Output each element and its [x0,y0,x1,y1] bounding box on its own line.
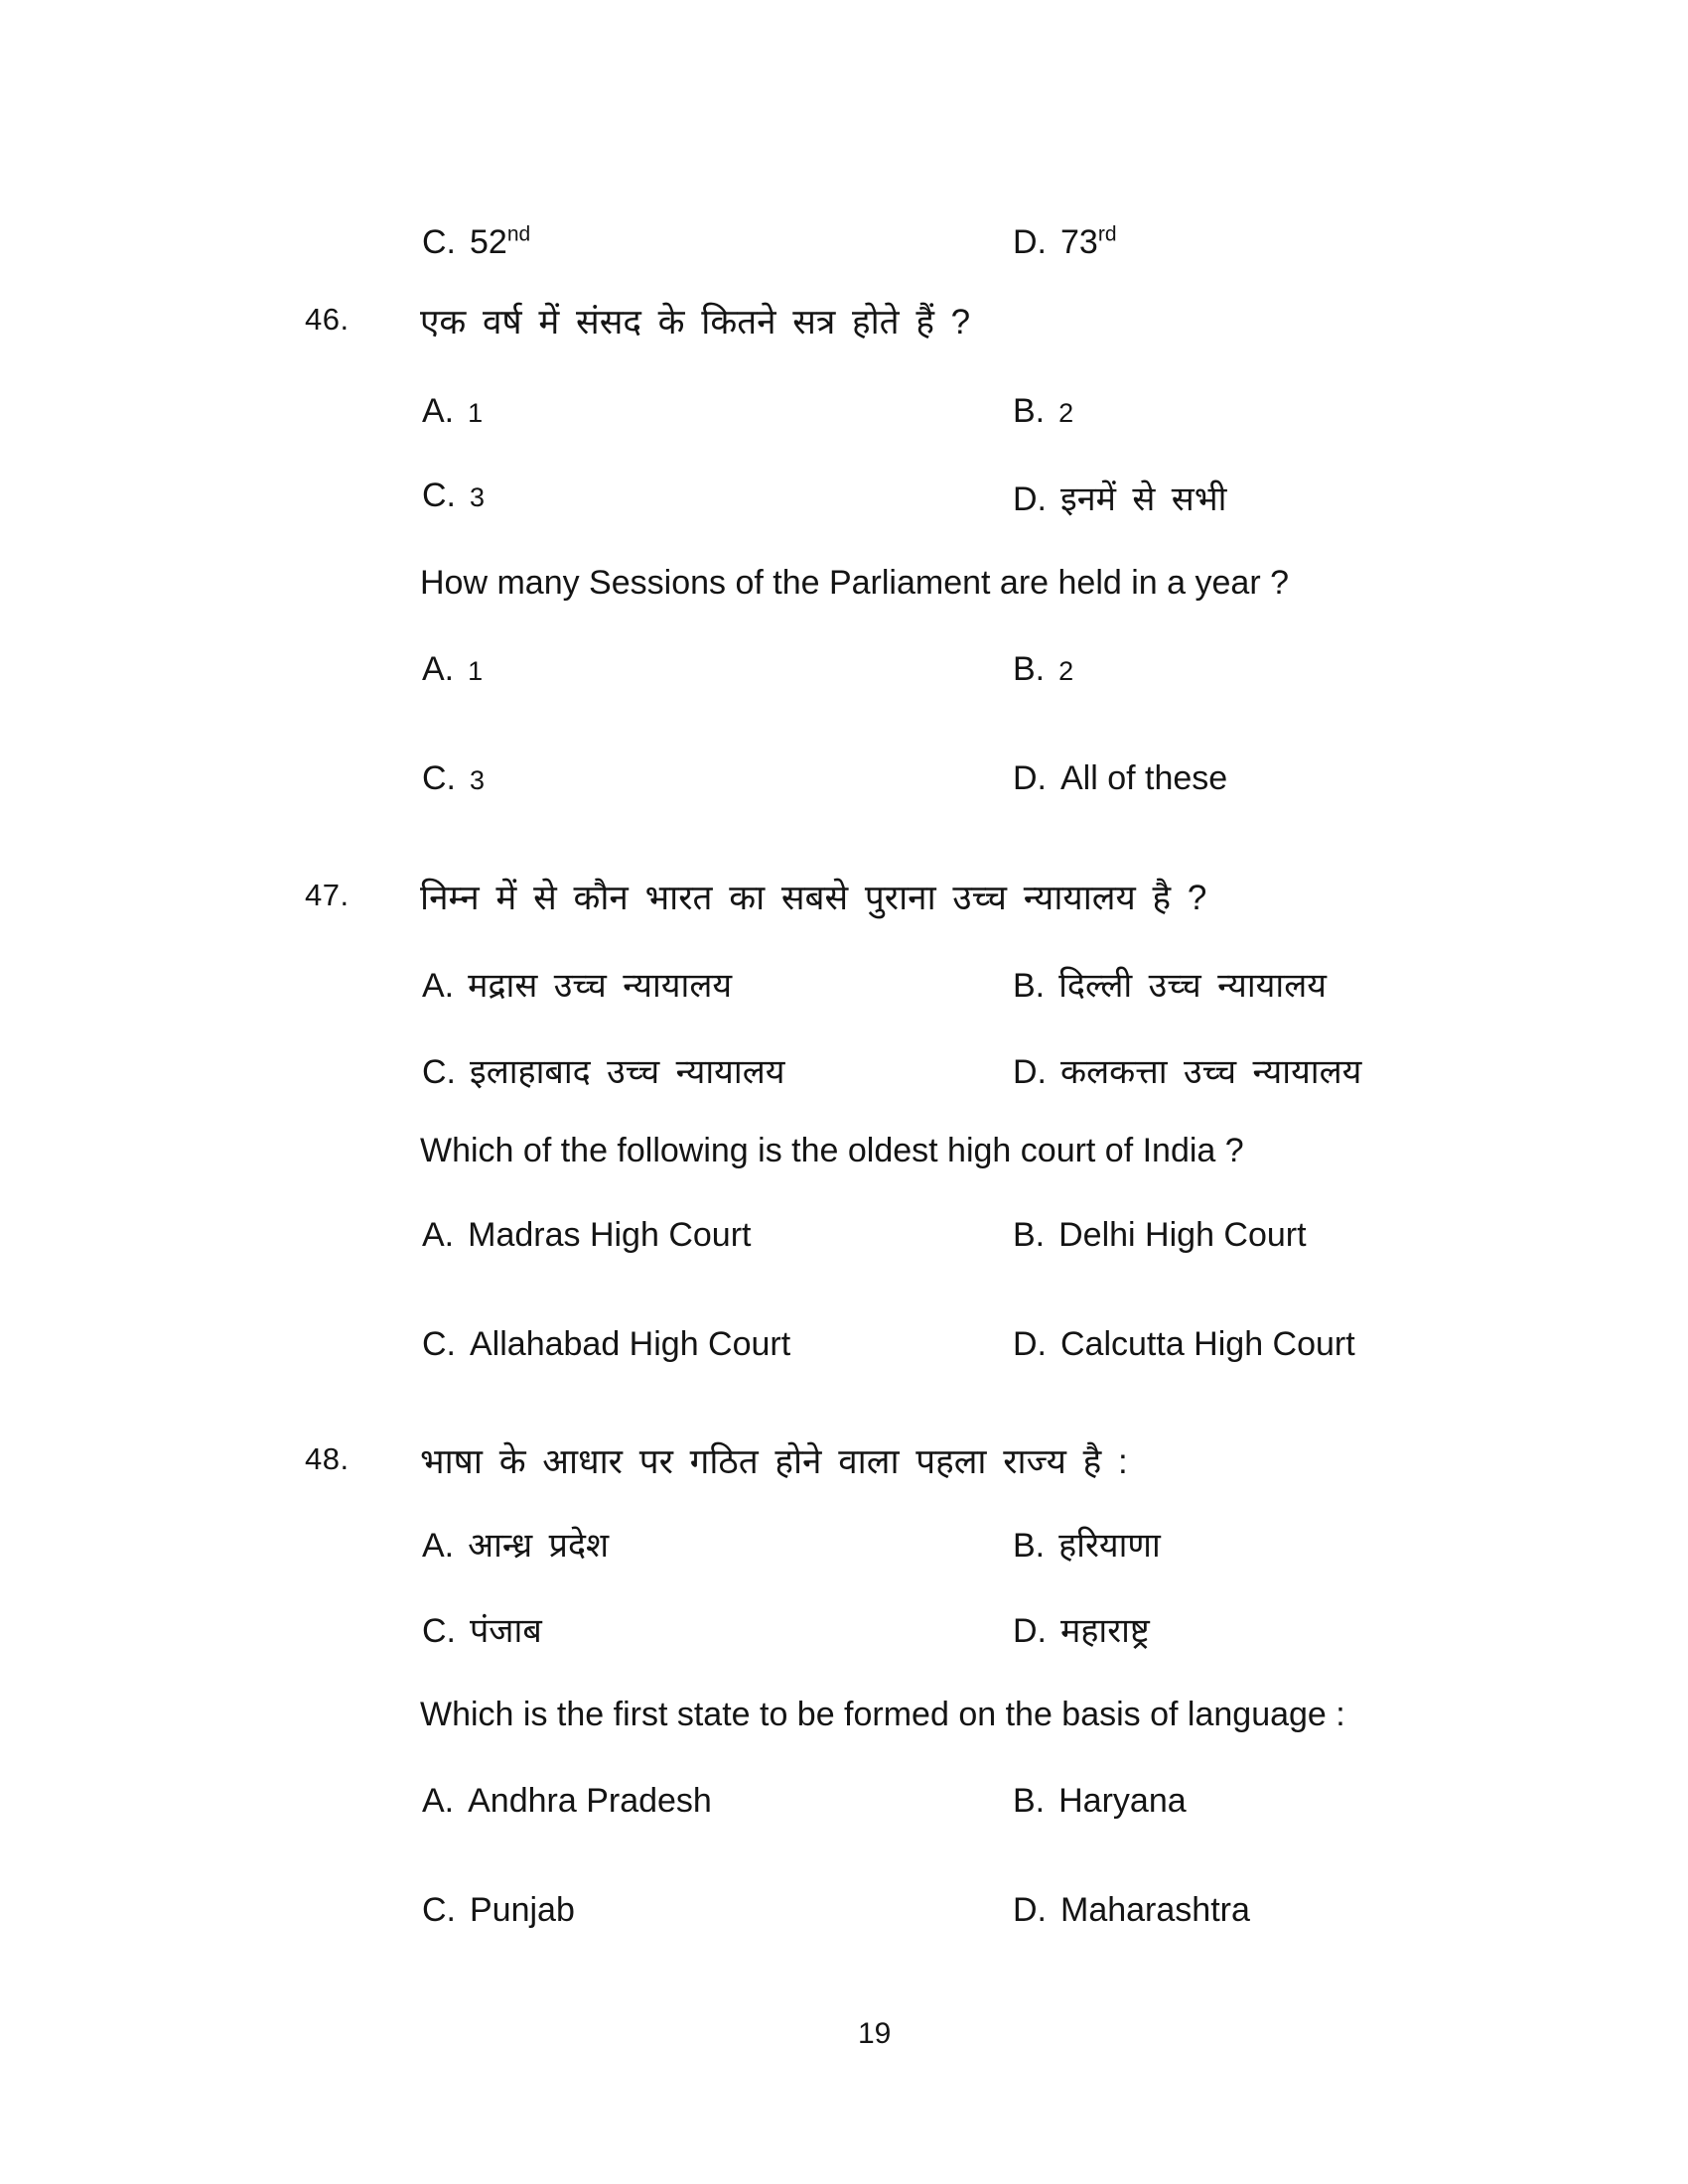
carryover-option-d [1013,223,1117,262]
option-label: A. [422,392,455,430]
option-label: D. [1013,223,1047,261]
question-46-hindi-option-c [422,477,485,515]
question-47-text-hindi: निम्न में से कौन भारत का सबसे पुराना उच्च न्यायालय है ? [420,879,1207,917]
option-label: D. [1013,1891,1047,1929]
question-48-hindi-option-b [1013,1521,1161,1567]
question-48-hindi-option-d [1013,1606,1150,1652]
option-value: Allahabad High Court [470,1325,791,1363]
option-value: इलाहाबाद उच्च न्यायालय [470,1053,785,1091]
option-label: A. [422,650,455,688]
option-label: C. [422,1891,456,1929]
question-48-hindi-option-a [422,1521,609,1567]
option-value: दिल्ली उच्च न्यायालय [1058,967,1327,1005]
option-value: 1 [468,398,484,428]
option-label: B. [1013,1216,1046,1254]
option-value: 2 [1058,398,1074,428]
option-label: C. [422,759,456,797]
option-value-base: 73 [1060,223,1098,261]
option-label: B. [1013,392,1046,430]
question-46-number: 46. [305,302,350,337]
option-label: C. [422,223,456,261]
option-value: Andhra Pradesh [468,1782,712,1820]
option-label: C. [422,1325,456,1363]
question-48-english-option-a [422,1782,712,1821]
option-value: All of these [1060,759,1228,797]
question-46-text-hindi: एक वर्ष में संसद के कितने सत्र होते हैं ? [420,303,971,341]
question-46-english-option-d [1013,759,1227,798]
ordinal-suffix: rd [1097,222,1117,246]
question-46-english-option-b [1013,650,1073,689]
option-value: 3 [470,482,486,512]
option-value: Haryana [1058,1782,1187,1820]
question-48-english-option-b [1013,1782,1187,1821]
question-48-text-hindi: भाषा के आधार पर गठित होने वाला पहला राज्य है : [420,1442,1128,1481]
option-label: A. [422,967,455,1005]
option-value [1060,223,1117,261]
question-47-english-option-b [1013,1216,1307,1255]
question-48-english-option-c [422,1891,575,1930]
question-46-hindi-option-d [1013,475,1226,520]
option-label: C. [422,1053,456,1091]
option-label: D. [1013,1053,1047,1091]
option-label: D. [1013,759,1047,797]
option-label: A. [422,1527,455,1565]
page-number: 19 [858,2017,892,2050]
option-label: D. [1013,480,1047,518]
option-value: 2 [1058,656,1074,686]
option-label: D. [1013,1325,1047,1363]
option-value: पंजाब [470,1612,542,1650]
option-label: B. [1013,1782,1046,1820]
question-47-hindi-option-a [422,961,732,1007]
option-label: A. [422,1782,455,1820]
question-48-text-english: Which is the first state to be formed on the basis of language : [420,1696,1345,1733]
question-46-hindi-option-a [422,392,483,431]
option-label: C. [422,1612,456,1650]
option-value: 1 [468,656,484,686]
question-46-english-option-c [422,759,485,798]
question-47-english-option-a [422,1216,751,1255]
option-label: D. [1013,1612,1047,1650]
question-47-english-option-d [1013,1325,1355,1364]
question-47-english-option-c [422,1325,790,1364]
question-48-english-option-d [1013,1891,1250,1930]
option-value [470,223,530,261]
option-label: A. [422,1216,455,1254]
option-value: महाराष्ट्र [1060,1612,1150,1650]
question-46-english-option-a [422,650,483,689]
question-48-number: 48. [305,1441,350,1476]
question-47-hindi-option-c [422,1047,784,1093]
ordinal-suffix: nd [506,222,531,246]
question-46-text-english: How many Sessions of the Parliament are held in a year ? [420,564,1290,602]
question-47-text-english: Which of the following is the oldest high court of India ? [420,1132,1244,1169]
option-label: B. [1013,1527,1046,1565]
option-value: मद्रास उच्च न्यायालय [468,967,733,1005]
option-value: Delhi High Court [1058,1216,1307,1254]
question-47-hindi-option-d [1013,1047,1361,1093]
option-value: कलकत्ता उच्च न्यायालय [1060,1053,1362,1091]
question-47-hindi-option-b [1013,961,1327,1007]
option-label: B. [1013,967,1046,1005]
option-value: Madras High Court [468,1216,752,1254]
option-value: आन्ध्र प्रदेश [468,1527,610,1565]
carryover-option-c [422,223,530,262]
option-value: इनमें से सभी [1060,480,1227,518]
question-47-number: 47. [305,878,350,912]
option-label: B. [1013,650,1046,688]
option-value-base: 52 [470,223,507,261]
question-48-hindi-option-c [422,1606,542,1652]
option-value: Punjab [470,1891,575,1929]
option-value: 3 [470,765,486,795]
option-value: हरियाणा [1058,1527,1161,1565]
option-label: C. [422,477,456,514]
option-value: Maharashtra [1060,1891,1250,1929]
question-46-hindi-option-b [1013,392,1073,431]
option-value: Calcutta High Court [1060,1325,1355,1363]
